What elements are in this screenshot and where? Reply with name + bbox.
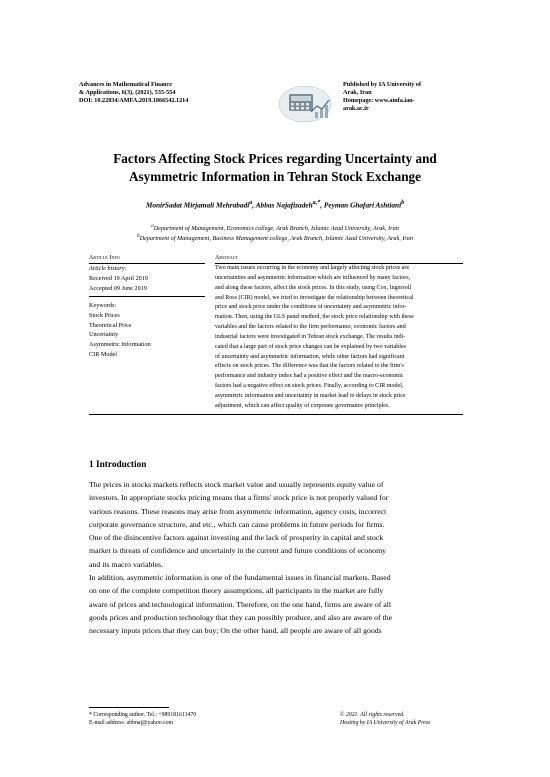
journal-name: Advances in Mathematical Finance xyxy=(79,81,172,88)
body-line: In addition, asymmetric information is one of the fundamental issues in financial markets. Based xyxy=(89,573,391,583)
body-line: market is threats of confidence and uncertainly in the current and future conditions of economy xyxy=(89,546,387,556)
abstract-line: cated that a large part of stock price changes can be explained by two variables xyxy=(215,343,406,350)
homepage-domain: arak.ac.ir xyxy=(343,105,369,112)
introduction-body xyxy=(89,478,463,638)
article-history xyxy=(89,264,148,293)
keyword-item: Asymmetric Information xyxy=(89,341,151,349)
author-1-affil: a xyxy=(249,200,253,206)
keywords-rule xyxy=(89,296,205,297)
title-line-2: Asymmetric Information in Tehran Stock Exchange xyxy=(129,168,421,184)
keyword-item: Stock Prices xyxy=(89,311,120,319)
body-line: The prices in stocks markets reflects stock market value and usually represents equity value of xyxy=(89,480,384,489)
body-line: various reasons. These reasons may arise from asymmetric information, agency costs, incorrect xyxy=(89,506,387,516)
journal-logo-icon xyxy=(275,82,337,126)
keyword-item: CIR Model xyxy=(89,350,118,358)
publisher-header xyxy=(343,81,463,113)
abstract-line: of uncertainty and asymmetric information, while other factors had significant xyxy=(215,353,405,360)
publisher-location: Arak, Iran xyxy=(343,89,372,96)
paper-title xyxy=(60,150,490,185)
corresponding-author: * Corresponding author. Tel.: +989181611470 xyxy=(89,712,197,718)
journal-header xyxy=(79,81,229,105)
affiliation-a-mark: a xyxy=(151,223,154,229)
footnote-corresponding xyxy=(89,711,196,727)
corresponding-email: E-mail address: abbnaj@yahoo.com xyxy=(89,720,174,726)
author-1: MonirSadat Mirjamali Mehrabadi xyxy=(145,200,250,210)
title-line-1: Factors Affecting Stock Prices regarding Uncertainty and xyxy=(113,151,437,166)
affiliation-b-mark: b xyxy=(137,233,140,239)
body-line: and its macro variables. xyxy=(89,559,164,569)
abstract-line: and along these factors, affect the stock prices. In this study, using Cox, Ingersoll xyxy=(215,284,412,291)
journal-volume: & Applications, 6(3), (2021), 535-554 xyxy=(79,89,176,96)
author-2-affil: a,* xyxy=(312,200,321,206)
article-info-heading: Article Info xyxy=(89,255,120,261)
abstract-body xyxy=(215,264,463,412)
section-heading: 1 Introduction xyxy=(89,460,147,470)
homepage-line: Homepage: www.amfa.iau- xyxy=(343,97,415,104)
copyright-notice: © 2021. All rights reserved. xyxy=(340,712,405,718)
body-line: goods prices and production technology that they can possibly produce, and also are aware of the xyxy=(89,612,393,622)
accepted-date: Accepted 09 June 2019 xyxy=(89,284,147,292)
abstract-line: uncertainties and asymmetric information which are influenced by many factors, xyxy=(215,274,411,281)
body-line: on one of the complete competition theory assumptions, all participants in the market are fully xyxy=(89,586,384,596)
body-line: investors. In appropriate stocks pricing means that a firms' stock price is not properly valued for xyxy=(89,493,389,503)
footnote-rights xyxy=(340,711,430,727)
received-date: Received 19 April 2019 xyxy=(89,274,148,282)
author-2: Abbas Najafizadeh xyxy=(255,200,313,210)
publisher-line: Published by IA University of xyxy=(343,81,422,88)
body-line: corporate governance structure, and etc., which can cause problems in future periods for firms. xyxy=(89,519,385,529)
history-label: Article history: xyxy=(89,265,127,272)
keywords-label: Keywords: xyxy=(89,302,117,309)
affiliation-b xyxy=(60,233,490,242)
affiliation-a xyxy=(60,223,490,232)
hosting-notice: Hosting by IA University of Arak Press xyxy=(340,720,431,726)
abstract-line: Two main issues occurring in the economy and largely affecting stock prices are xyxy=(215,265,410,271)
abstract-line: industrial factors were investigated in Tehran stock exchange. The results indi- xyxy=(215,333,406,340)
abstract-line: adjustment, which can affect quality of corporate governance principles. xyxy=(215,402,390,409)
abstract-line: factors had a negative effect on stock prices. Finally, according to CIR model, xyxy=(215,383,404,390)
abstract-line: effects on stock prices. The difference was that the factors related to the firm's xyxy=(215,363,404,370)
body-line: necessary inputs prices that they can buy; On the other hand, all people are aware of all goods xyxy=(89,626,382,636)
abstract-heading: Abstract xyxy=(215,255,239,261)
author-list: MonirSadat Mirjamali Mehrabadi$^a$, Abbas Najafizadeh$^{a,*}$, Peyman Ghafari Ashtiani$^b$ xyxy=(145,200,405,210)
affiliation-a-text: Department of Management, Economics college, Arak Branch, Islamic Azad University, Arak, Iran xyxy=(153,225,399,233)
abstract-line: and Ross (CIR) model, we tried to investigate the relationship between theoretical xyxy=(215,294,414,301)
author-3: Peyman Ghafari Ashtiani xyxy=(323,200,402,210)
abstract-line: price and stock price under the conditions of uncertainty and asymmetric infor- xyxy=(215,304,407,311)
keyword-item: Theoretical Price xyxy=(89,321,132,329)
author-3-affil: b xyxy=(401,200,405,206)
affiliation-b-text: Department of Management, Business Management college, Arak Branch, Islamic Azad University, Arak, Iran xyxy=(139,235,413,243)
abstract-line: performance and industry index had a positive effect and the macro-economic xyxy=(215,373,404,380)
abstract-line: variables and the factors related to the firm performance, economic factors and xyxy=(215,324,406,331)
abstract-bottom-rule xyxy=(89,414,463,415)
abstract-line: asymmetric information and uncertainty in market lead to delays in stock price xyxy=(215,392,406,399)
footnote-rule xyxy=(89,707,169,708)
keywords-block xyxy=(89,301,151,360)
body-line: aware of prices and technological information. Therefore, on the one hand, firms are aware of all xyxy=(89,599,392,609)
keyword-item: Uncertainty xyxy=(89,331,119,339)
journal-doi: DOI: 10.22034/AMFA.2019.1866542.1214 xyxy=(79,97,189,104)
body-line: One of the disincentive factors against investing and the lack of prosperity in capital and stock xyxy=(89,533,384,543)
abstract-line: mation. Then, using the GLS panel method, the stock price relationship with these xyxy=(215,314,414,321)
